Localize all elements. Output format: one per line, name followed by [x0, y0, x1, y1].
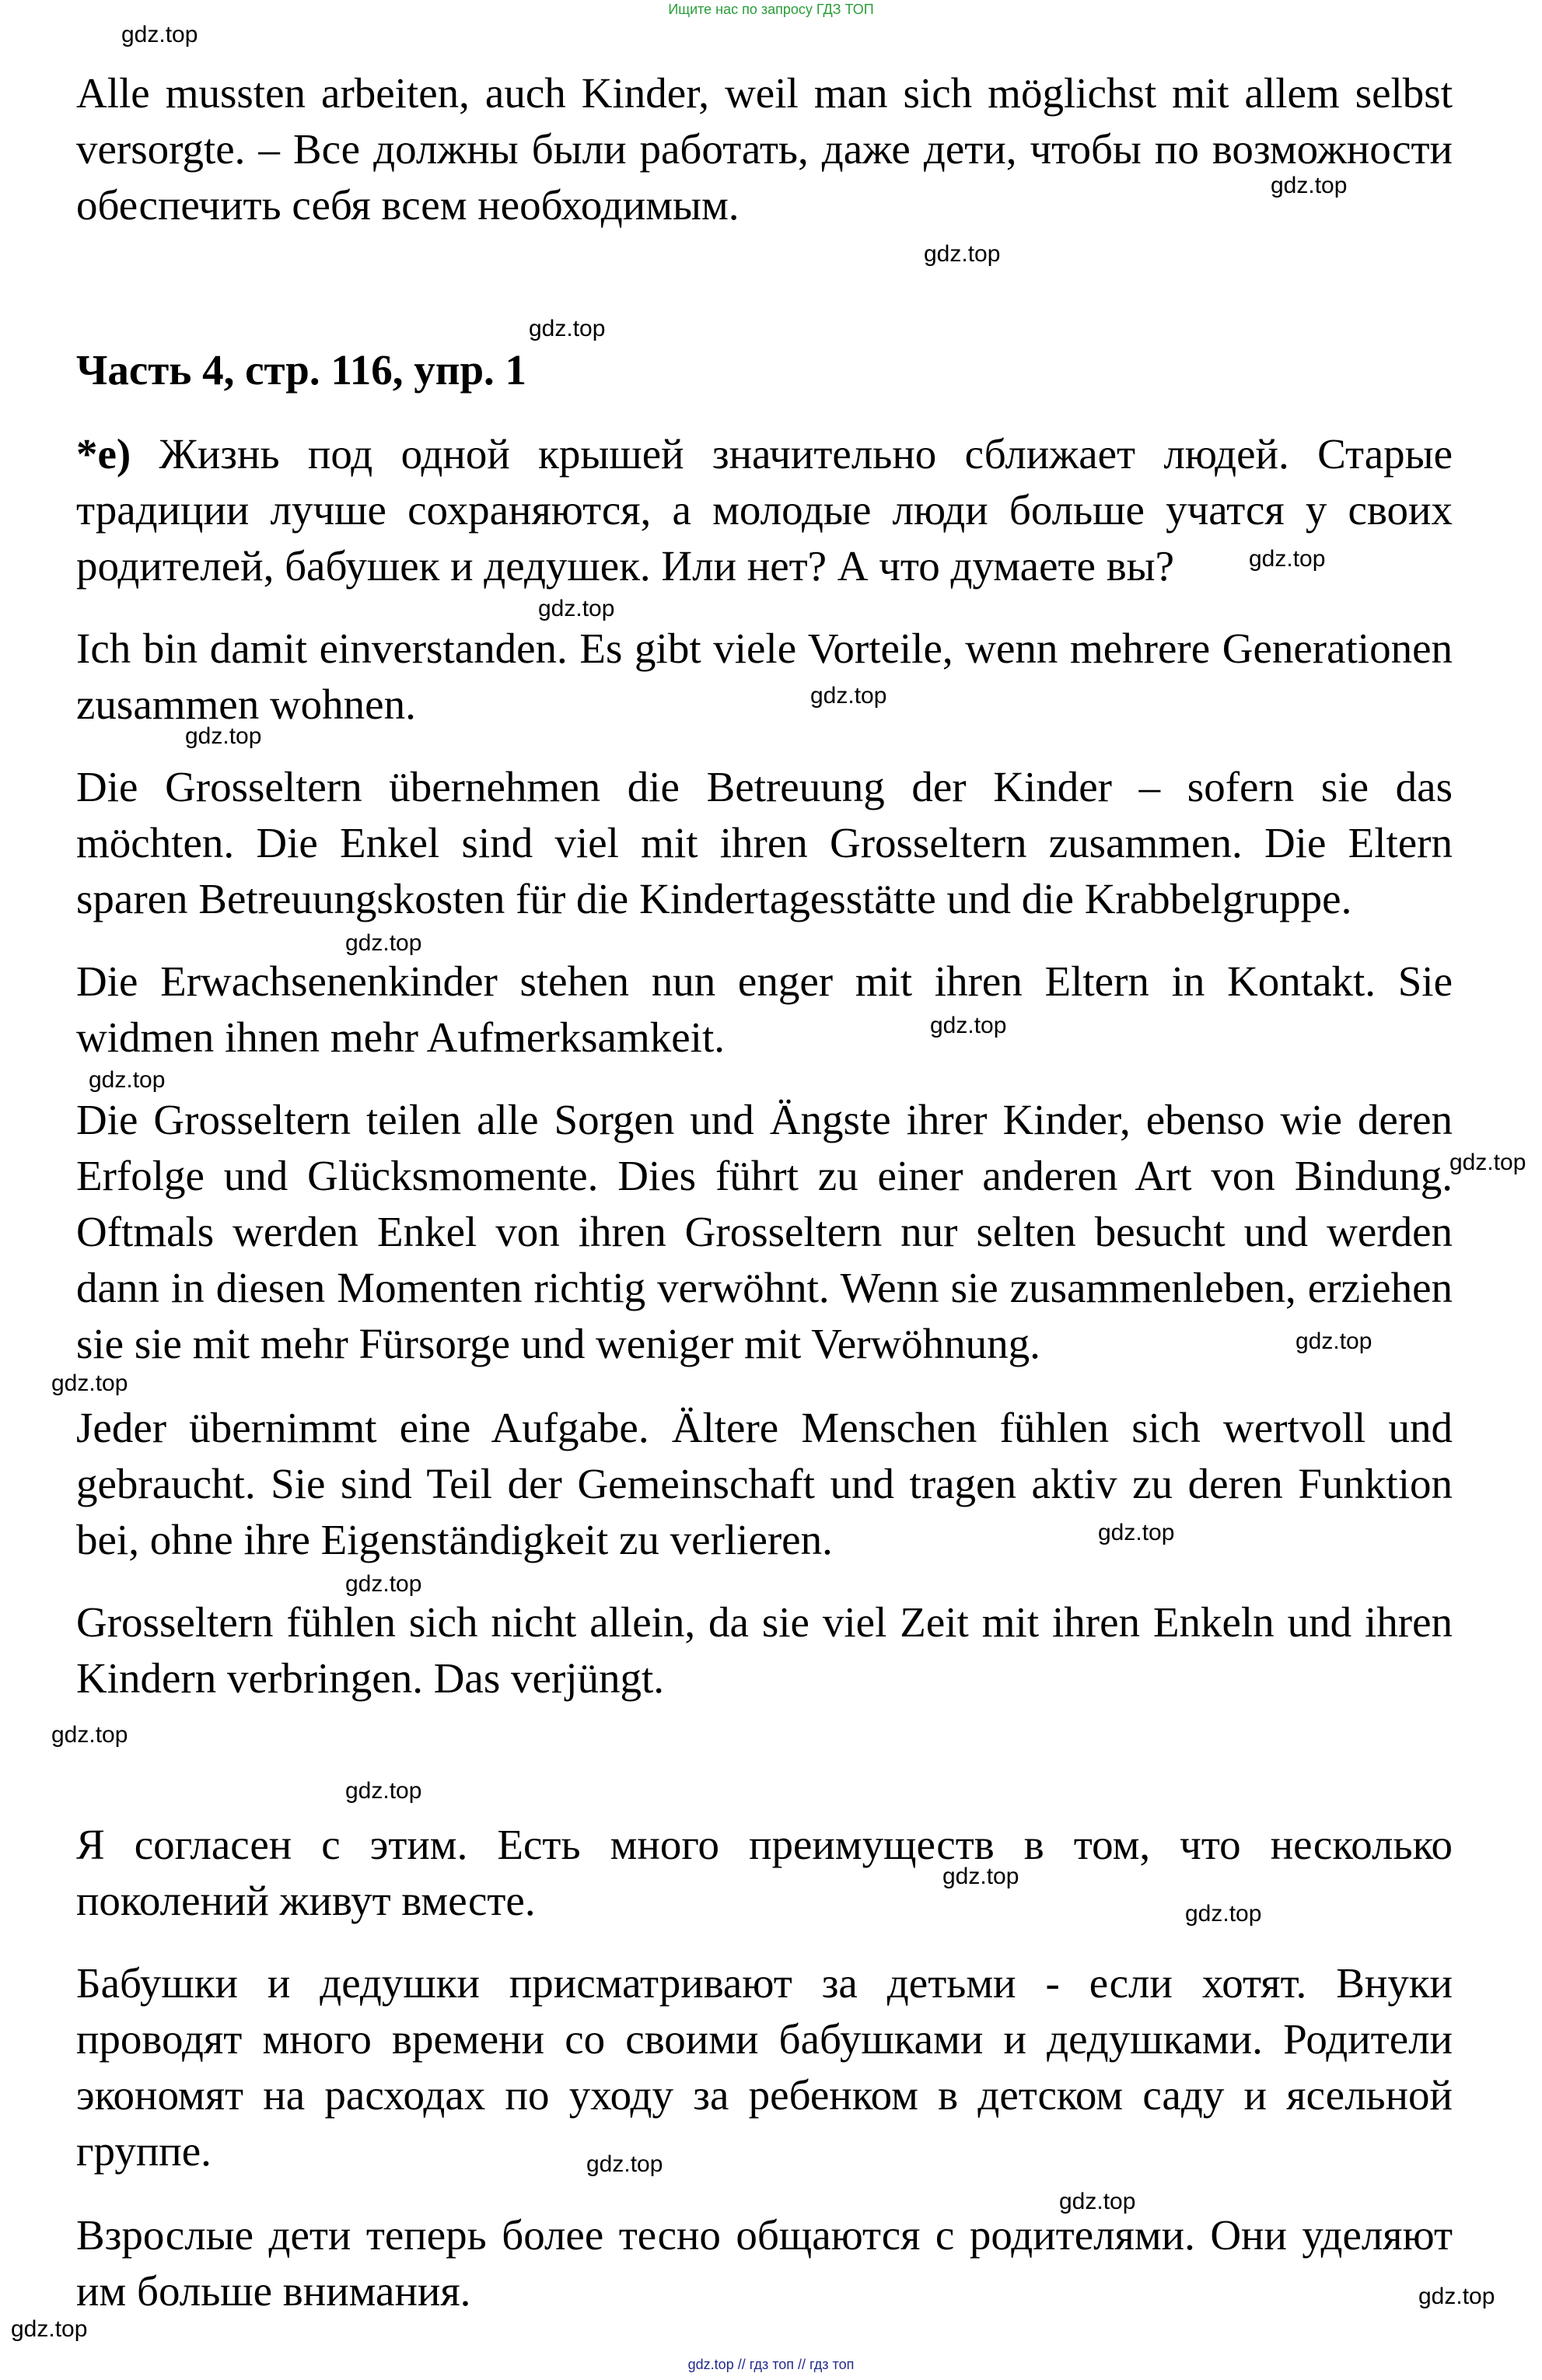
watermark: gdz.top [924, 241, 1001, 267]
watermark: gdz.top [586, 2151, 663, 2177]
bottom-banner-link[interactable]: gdz.top // гдз топ // гдз топ [687, 2357, 855, 2372]
watermark: gdz.top [89, 1067, 166, 1093]
section-heading: Часть 4, стр. 116, упр. 1 [76, 346, 527, 394]
watermark: gdz.top [1295, 1328, 1372, 1354]
watermark: gdz.top [810, 683, 887, 709]
watermark: gdz.top [1449, 1150, 1526, 1175]
watermark: gdz.top [1059, 2189, 1136, 2214]
watermark: gdz.top [345, 930, 422, 956]
paragraph-german-1: Ich bin damit einverstanden. Es gibt viele Vorteile, wenn mehrere Generationen zusammen wohnen. [76, 625, 1453, 728]
watermark: gdz.top [1185, 1901, 1262, 1927]
watermark: gdz.top [1418, 2284, 1495, 2309]
paragraph-russian-2: Бабушки и дедушки присматривают за детьми - если хотят. Внуки проводят много времени со своими бабушками и дедушками. Родители экономят на расходах по уходу за ребенком в детском саду и ясельной группе. [76, 1959, 1453, 2175]
exercise-marker: *е) [76, 430, 131, 478]
question-text: Жизнь под одной крышей значительно сближает людей. Старые традиции лучше сохраняются, а молодые люди больше учатся у своих родителей, бабушек и дедушек. Или нет? А что думаете вы? [76, 430, 1453, 590]
watermark: gdz.top [51, 1370, 128, 1396]
watermark: gdz.top [942, 1864, 1019, 1889]
watermark: gdz.top [1271, 173, 1348, 198]
watermark: gdz.top [121, 22, 198, 47]
watermark: gdz.top [345, 1778, 422, 1804]
watermark: gdz.top [345, 1571, 422, 1597]
watermark: gdz.top [185, 723, 262, 749]
paragraph-russian-1: Я согласен с этим. Есть много преимуществ в том, что несколько поколений живут вместе. [76, 1821, 1453, 1924]
paragraph-german-4: Die Grosseltern teilen alle Sorgen und Ängste ihrer Kinder, ebenso wie deren Erfolge und Glücksmomente. Dies führt zu einer anderen Art von Bindung. Oftmals werden Enkel von ihren Grosseltern nur selten besucht und werden dann in diesen Momenten richtig verwöhnt. Wenn sie zusammenleben, erziehen sie sie mit mehr Fürsorge und weniger mit Verwöhnung. [76, 1096, 1453, 1367]
watermark: gdz.top [1249, 546, 1326, 572]
watermark: gdz.top [538, 596, 615, 621]
paragraph-german-6: Grosseltern fühlen sich nicht allein, da sie viel Zeit mit ihren Enkeln und ihren Kindern verbringen. Das verjüngt. [76, 1598, 1453, 1702]
paragraph-german-2: Die Grosseltern übernehmen die Betreuung der Kinder – sofern sie das möchten. Die Enkel sind viel mit ihren Grosseltern zusammen. Die Eltern sparen Betreuungskosten für die Kindertagesstätte und die Krabbelgruppe. [76, 763, 1453, 922]
paragraph-question [76, 426, 1453, 594]
paragraph-german-5: Jeder übernimmt eine Aufgabe. Ältere Menschen fühlen sich wertvoll und gebraucht. Sie sind Teil der Gemeinschaft und tragen aktiv zu deren Funktion bei, ohne ihre Eigenständigkeit zu verlieren. [76, 1404, 1453, 1563]
paragraph-russian-3: Взрослые дети теперь более тесно общаются с родителями. Они уделяют им больше внимания. [76, 2211, 1453, 2315]
paragraph-intro: Alle mussten arbeiten, auch Kinder, weil man sich möglichst mit allem selbst versorgte. – Все должны были работать, даже дети, чтобы по возможности обеспечить себя всем необходимым. [76, 69, 1453, 229]
top-banner-link[interactable]: Ищите нас по запросу ГДЗ ТОП [668, 2, 874, 17]
watermark: gdz.top [930, 1013, 1007, 1038]
watermark: gdz.top [1098, 1520, 1175, 1545]
paragraph-german-3: Die Erwachsenenkinder stehen nun enger mit ihren Eltern in Kontakt. Sie widmen ihnen mehr Aufmerksamkeit. [76, 957, 1453, 1061]
watermark: gdz.top [51, 1722, 128, 1748]
watermark: gdz.top [529, 316, 606, 341]
watermark: gdz.top [11, 2316, 88, 2342]
